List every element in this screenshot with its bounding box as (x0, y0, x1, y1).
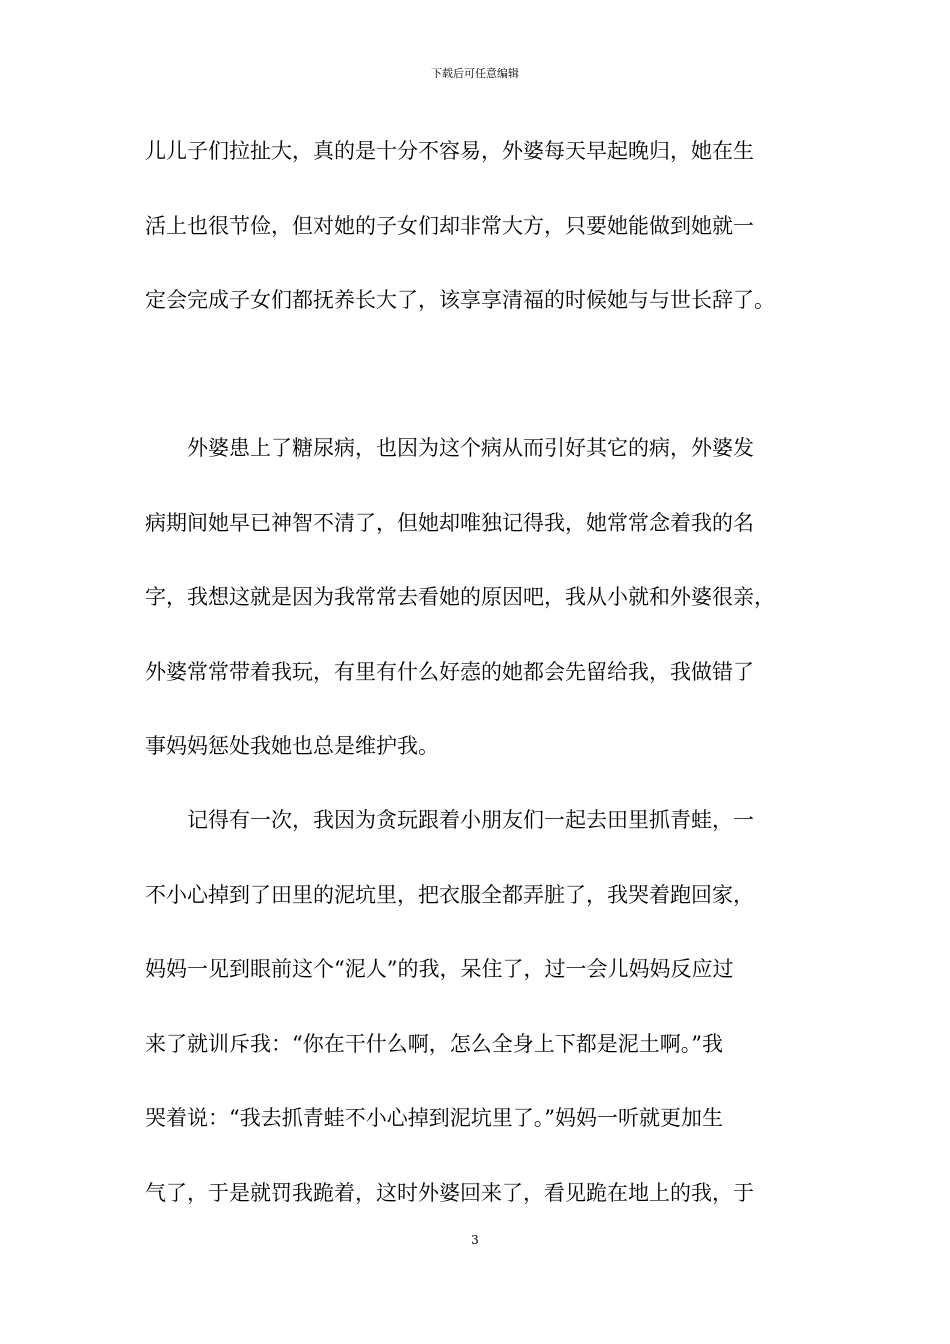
text-line: 哭着说：“我去抓青蛙不小心掉到泥坑里了。”妈妈一听就更加生 (145, 1106, 723, 1130)
text-line: 儿儿子们拉扯大，真的是十分不容易，外婆每天早起晚归，她在生 (145, 139, 754, 163)
page-header: 下载后可任意编辑 (431, 67, 519, 80)
text-line: 病期间她早已神智不清了，但她却唯独记得我，她常常念着我的名 (145, 511, 754, 535)
text-line: 不小心掉到了田里的泥坑里，把衣服全都弄脏了，我哭着跑回家， (145, 883, 754, 907)
text-line: 活上也很节俭，但对她的子女们却非常大方，只要她能做到她就一 (145, 214, 754, 238)
text-line: 定会完成子女们都抚养长大了，该享享清福的时候她与与世长辞了。 (145, 288, 775, 312)
text-line: 事妈妈惩处我她也总是维护我。 (145, 734, 439, 758)
text-line: 来了就训斥我：“你在干什么啊，怎么全身上下都是泥土啊。”我 (145, 1032, 723, 1056)
text-line: 字，我想这就是因为我常常去看她的原因吧，我从小就和外婆很亲， (145, 585, 775, 609)
text-line: 气了，于是就罚我跪着，这时外婆回来了，看见跪在地上的我，于 (145, 1181, 754, 1205)
text-line: 外婆常常带着我玩，有里有什么好悫的她都会先留给我，我做错了 (145, 660, 754, 684)
page-number: 3 (471, 1233, 479, 1247)
text-line: 妈妈一见到眼前这个“泥人”的我，呆住了，过一会儿妈妈反应过 (145, 957, 734, 981)
text-line: 记得有一次，我因为贪玩跟着小朋友们一起去田里抓青蛙，一 (145, 808, 754, 832)
text-line: 外婆患上了糖尿病，也因为这个病从而引好其它的病，外婆发 (145, 436, 754, 460)
